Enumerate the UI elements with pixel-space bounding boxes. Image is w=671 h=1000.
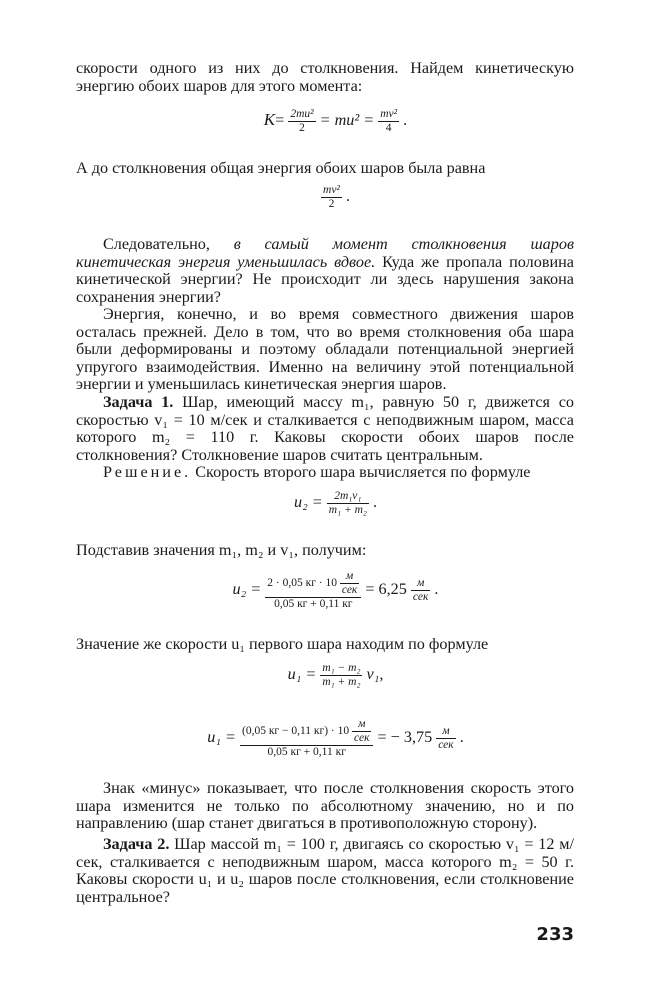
paragraph-intro: скорости одного из них до столкновения. Найдем кинетическую энергию обоих шаров для этого момента:: [76, 59, 574, 95]
paragraph-u1-formula-intro: Значение же скорости u₁ первого шара находим по формуле: [76, 635, 489, 653]
task-2: Задача 2. Шар массой m₁ = 100 г, двигаясь со скоростью v₁ = 12 м/сек, сталкивается с неподвижным шаром, масса которого m₂ = 50 г. Каковы скорости u₁ и u₂ шаров после столкновения, если столкновение центральное?: [76, 835, 574, 906]
page-number: 233: [536, 924, 574, 945]
paragraph-substitution: Подставив значения m₁, m₂ и v₁, получим:: [76, 541, 367, 559]
equation-u2-numeric: u₂ = 2 · 0,05 кг · 10 $\frac{м}{\text{сек}}$ 0,05 кг + 0,11 кг = 6,25 $\frac{м}{\text{сек}}$ .: [232, 570, 439, 610]
task-1: Задача 1. Шар, имеющий массу m₁, равную 50 г, движется со скоростью v₁ = 10 м/сек и сталкивается с неподвижным шаром, масса которого m₂ = 110 г. Каковы скорости обоих шаров после столкновения? Столкновение шаров считать центральным.: [76, 393, 574, 464]
paragraph-minus-sign: Знак «минус» показывает, что после столкновения скорость этого шара изменится не только по абсолютному значению, но и по направлению (шар станет двигаться в противоположную сторону).: [76, 779, 574, 833]
solution: Решение. Скорость второго шара вычисляется по формуле: [103, 463, 531, 481]
paragraph-conclusion: Следовательно, в самый момент столкновения шаров кинетическая энергия уменьшилась вдвое. Куда же пропала половина кинетической энергии? Не происходит ли здесь нарушения закона сохранения энергии?: [76, 235, 574, 306]
equation-kinetic-energy: K= $\frac{\text{2mu²}}{2}$ = mu² = $\frac{\text{mv²}}{4}$ .: [263, 108, 408, 134]
paragraph-energy-explanation: Энергия, конечно, и во время совместного движения шаров осталась прежней. Дело в том, что во время столкновения оба шара были деформированы и поэтому обладали потенциальной энергией упругого взаимодействия. Именно на величину этой потенциальной энергии и уменьшилась кинетическая энергия шаров.: [76, 305, 574, 394]
paragraph-before-collision: А до столкновения общая энергия обоих шаров была равна: [76, 159, 486, 177]
equation-u2-formula: u₂ = $\frac{\text{2m₁v₁}}{\text{m₁ + m₂}}$ .: [294, 490, 377, 516]
fraction-2mu2-over-2: $\frac{\text{2mu²}}{2}$: [290, 108, 314, 134]
fraction-mv2-over-4: $\frac{\text{mv²}}{4}$: [380, 108, 398, 134]
equation-u1-numeric: u₁ = (0,05 кг − 0,11 кг) · 10 $\frac{м}{\text{сек}}$ 0,05 кг + 0,11 кг = − 3,75 $\frac{м}{\text{сек}}$ .: [207, 718, 464, 758]
equation-total-energy: $\frac{\text{mv²}}{2}$ .: [323, 184, 350, 210]
equation-u1-formula: u₁ = $\frac{\text{m₁ − m₂}}{\text{m₁ + m₂}}$ v₁,: [287, 662, 384, 688]
